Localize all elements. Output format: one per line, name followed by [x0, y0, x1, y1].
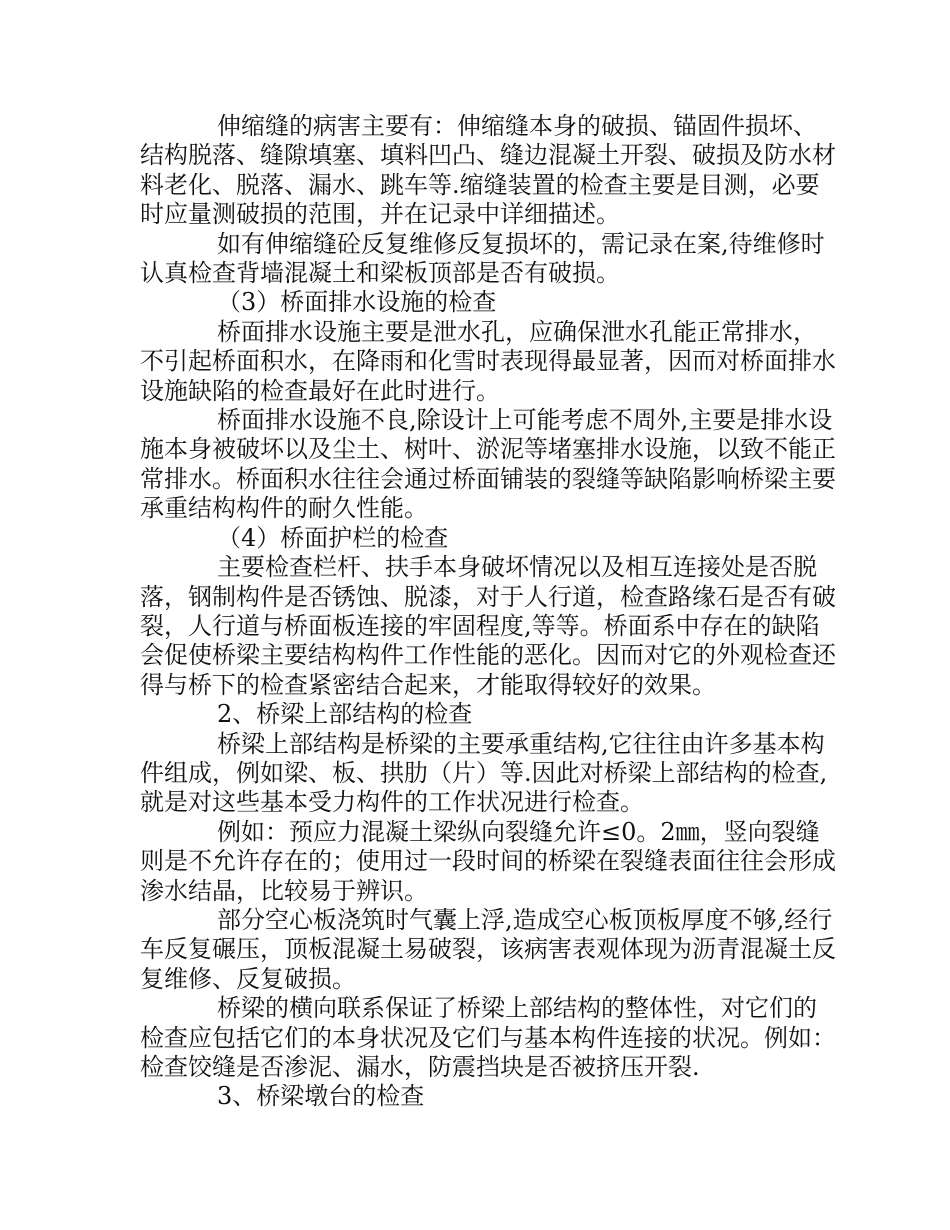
heading-drainage-inspection: （3）桥面排水设施的检查 — [217, 288, 497, 317]
heading-pier-abutment-inspection: 3、桥梁墩台的检查 — [217, 1082, 425, 1111]
heading-guardrail-inspection: （4）桥面护栏的检查 — [217, 523, 449, 552]
document-body — [140, 112, 840, 1112]
paragraph-crack-example: 例如：预应力混凝土梁纵向裂缝允许≤0。2㎜，竖向裂缝则是不允许存在的；使用过一段时间的桥梁在裂缝表面往往会形成渗水结晶，比较易于辨识。 — [140, 817, 836, 905]
paragraph-superstructure: 桥梁上部结构是桥梁的主要承重结构,它往往由许多基本构件组成，例如梁、板、拱肋（片）等.因此对桥梁上部结构的检查,就是对这些基本受力构件的工作状况进行检查。 — [140, 729, 828, 817]
paragraph-lateral-connection: 桥梁的横向联系保证了桥梁上部结构的整体性，对它们的检查应包括它们的本身状况及它们与基本构件连接的状况。例如：检查饺缝是否渗泥、漏水，防震挡块是否被挤压开裂. — [140, 994, 836, 1081]
paragraph-hollow-slab: 部分空心板浇筑时气囊上浮,造成空心板顶板厚度不够,经行车反复碾压，顶板混凝土易破裂，该病害表观体现为沥青混凝土反复维修、反复破损。 — [140, 905, 836, 993]
paragraph-expansion-joint-repair: 如有伸缩缝砼反复维修反复损坏的，需记录在案,待维修时认真检查背墙混凝土和梁板顶部是否有破损。 — [140, 229, 825, 288]
paragraph-drainage-defects: 桥面排水设施不良,除设计上可能考虑不周外,主要是排水设施本身被破坏以及尘土、树叶、淤泥等堵塞排水设施，以致不能正常排水。桥面积水往往会通过桥面铺装的裂缝等缺陷影响桥梁主要承重结构构件的耐久性能。 — [140, 406, 836, 523]
paragraph-guardrail-inspection: 主要检查栏杆、扶手本身破坏情况以及相互连接处是否脱落，钢制构件是否锈蚀、脱漆，对于人行道，检查路缘石是否有破裂，人行道与桥面板连接的牢固程度,等等。桥面系中存在的缺陷会促使桥梁主要结构构件工作性能的恶化。因而对它的外观检查还得与桥下的检查紧密结合起来，才能取得较好的效果。 — [140, 553, 836, 699]
heading-superstructure-inspection: 2、桥梁上部结构的检查 — [217, 700, 473, 729]
paragraph-drainage-facilities: 桥面排水设施主要是泄水孔，应确保泄水孔能正常排水，不引起桥面积水，在降雨和化雪时表现得最显著，因而对桥面排水设施缺陷的检查最好在此时进行。 — [140, 317, 836, 405]
paragraph-expansion-joint-defects: 伸缩缝的病害主要有：伸缩缝本身的破损、锚固件损坏、结构脱落、缝隙填塞、填料凹凸、缝边混凝土开裂、破损及防水材料老化、脱落、漏水、跳车等.缩缝装置的检查主要是目测，必要时应量测破损的范围，并在记录中详细描述。 — [140, 112, 836, 229]
